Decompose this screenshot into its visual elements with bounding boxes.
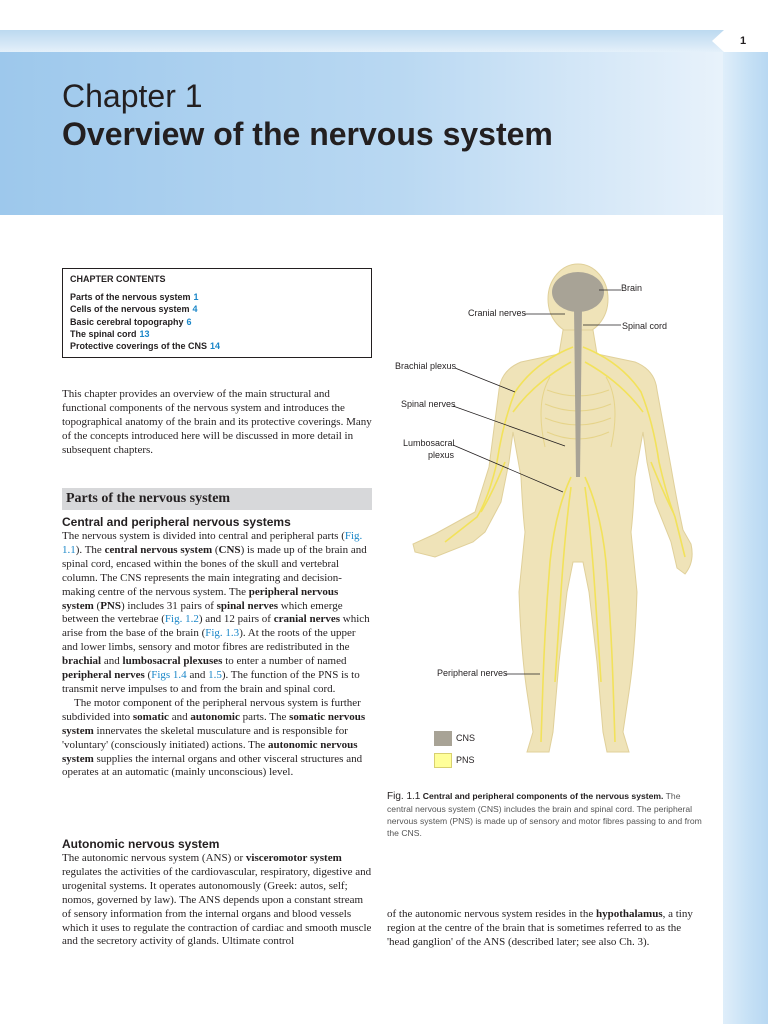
label-lumbosacral: Lumbosacral bbox=[403, 438, 455, 448]
figure-number: Fig. 1.1 bbox=[387, 791, 421, 802]
bold-term: visceromotor system bbox=[245, 852, 342, 864]
bold-term: central nervous system bbox=[104, 543, 213, 556]
bold-term: peripheral nerves bbox=[62, 669, 145, 682]
figure-reference-link[interactable]: Fig. 1.1 bbox=[62, 530, 363, 556]
figure-reference-link[interactable]: Figs 1.4 bbox=[151, 669, 187, 682]
bold-term: autonomic bbox=[190, 710, 240, 723]
contents-heading: CHAPTER CONTENTS bbox=[70, 274, 166, 284]
bold-term: autonomic nervous system bbox=[62, 738, 358, 765]
figure-reference-link[interactable]: Fig. 1.2 bbox=[164, 613, 199, 626]
chapter-title: Overview of the nervous system bbox=[62, 116, 553, 152]
figure-caption bbox=[387, 790, 707, 839]
label-spinal-cord: Spinal cord bbox=[622, 321, 668, 331]
bold-term: CNS bbox=[218, 543, 241, 556]
page-edge-strip bbox=[723, 30, 768, 1024]
page-number: 1 bbox=[739, 35, 747, 47]
contents-item[interactable]: Basic cerebral topography 6 bbox=[70, 316, 192, 327]
label-peripheral-nerves: Peripheral nerves bbox=[437, 668, 508, 678]
body-column-1-ans bbox=[62, 852, 372, 949]
bold-term: spinal nerves bbox=[216, 599, 279, 612]
bold-term: brachial bbox=[62, 655, 102, 668]
paragraph-motor: The motor component of the peripheral nervous system is further subdivided into somatic and autonomic parts. The somatic nervous system innervates the skeletal musculature and is responsible for 'voluntary' (consciously initiated) actions. The autonomic nervous system supplies the internal organs and other visceral structures and operates at an automatic (mainly unconscious) level. bbox=[62, 696, 366, 779]
label-spinal-nerves: Spinal nerves bbox=[401, 399, 456, 409]
bold-term: somatic bbox=[132, 710, 169, 723]
legend-cns-swatch bbox=[434, 731, 452, 746]
body-column-1 bbox=[62, 530, 372, 780]
body-column-2 bbox=[387, 908, 705, 950]
top-header-bar bbox=[0, 30, 768, 52]
subsection-heading-ans: Autonomic nervous system bbox=[62, 837, 220, 851]
paragraph-cns-pns: The nervous system is divided into central and peripheral parts (Fig. 1.1). The central nervous system (CNS) is made up of the brain and spinal cord, encased within the bones of the skull and vertebral column. The CNS represents the main integrating and decision-making centre of the nervous system. The peripheral nervous system (PNS) includes 31 pairs of spinal nerves which emerge between the vertebrae (Fig. 1.2) and 12 pairs of cranial nerves which arise from the base of the brain (Fig. 1.3). At the roots of the upper and lower limbs, sensory and motor fibres are redistributed in the brachial and lumbosacral plexuses to enter a number of named peripheral nerves (Figs 1.4 and 1.5). The function of the PNS is to transmit nerve impulses to and from the brain and spinal cord. bbox=[62, 530, 370, 695]
bold-term: PNS bbox=[100, 599, 121, 612]
legend-cns-label: CNS bbox=[456, 733, 476, 743]
legend-pns-label: PNS bbox=[456, 755, 475, 765]
paragraph-hypothalamus: of the autonomic nervous system resides in the hypothalamus, a tiny region at the centre of the brain that is sometimes referred to as the 'head ganglion' of the ANS (described later; see also Ch. 3). bbox=[387, 908, 693, 948]
intro-paragraph: This chapter provides an overview of the main structural and functional components of the nervous system and introduces the topographical anatomy of the brain and its protective coverings. Many of the concepts introduced here will be discussed in more detail in subsequent chapters. bbox=[62, 388, 372, 456]
figure-caption-text: The central nervous system (CNS) includes the brain and spinal cord. The peripheral nervous system (PNS) is made up of sensory and motor fibres passing to and from the CNS. bbox=[387, 791, 702, 838]
label-brachial-plexus: Brachial plexus bbox=[395, 361, 457, 371]
bold-term: somatic nervous system bbox=[62, 710, 366, 737]
legend-pns-swatch bbox=[434, 753, 452, 768]
bold-term: cranial nerves bbox=[273, 613, 340, 626]
paragraph-ans: The autonomic nervous system (ANS) or visceromotor system regulates the activities of the cardiovascular, respiratory, digestive and urogenital systems. It operates autonomously (Greek: autos, self; nomos, governed by law). The ANS depends upon a constant stream of sensory information from the internal organs and blood vessels which it uses to regulate the contraction of cardiac and smooth muscle and the secretory activity of glands. Ultimate control bbox=[62, 852, 372, 948]
figure-reference-link[interactable]: 1.5 bbox=[208, 669, 222, 682]
contents-item[interactable]: The spinal cord 13 bbox=[70, 328, 150, 339]
contents-item[interactable]: Protective coverings of the CNS 14 bbox=[70, 341, 221, 352]
body-silhouette bbox=[413, 264, 692, 752]
nervous-system-figure bbox=[385, 262, 715, 782]
figure-reference-link[interactable]: Fig. 1.3 bbox=[205, 627, 240, 640]
label-cranial-nerves: Cranial nerves bbox=[468, 308, 527, 318]
bold-term: hypothalamus bbox=[595, 908, 663, 920]
bold-term: lumbosacral plexuses bbox=[122, 655, 223, 668]
chapter-contents-box bbox=[62, 268, 372, 358]
section-heading: Parts of the nervous system bbox=[62, 488, 372, 510]
contents-item[interactable]: Parts of the nervous system 1 bbox=[70, 292, 199, 302]
bold-term: peripheral nervous system bbox=[62, 585, 339, 612]
chapter-label: Chapter 1 bbox=[62, 78, 203, 114]
label-brain: Brain bbox=[621, 283, 643, 293]
subsection-heading-cns-pns: Central and peripheral nervous systems bbox=[62, 515, 291, 529]
contents-item[interactable]: Cells of the nervous system 4 bbox=[70, 304, 198, 315]
figure-title: Central and peripheral components of the nervous system. bbox=[422, 791, 664, 801]
body-illustration bbox=[385, 262, 715, 782]
label-plexus: plexus bbox=[428, 450, 455, 460]
